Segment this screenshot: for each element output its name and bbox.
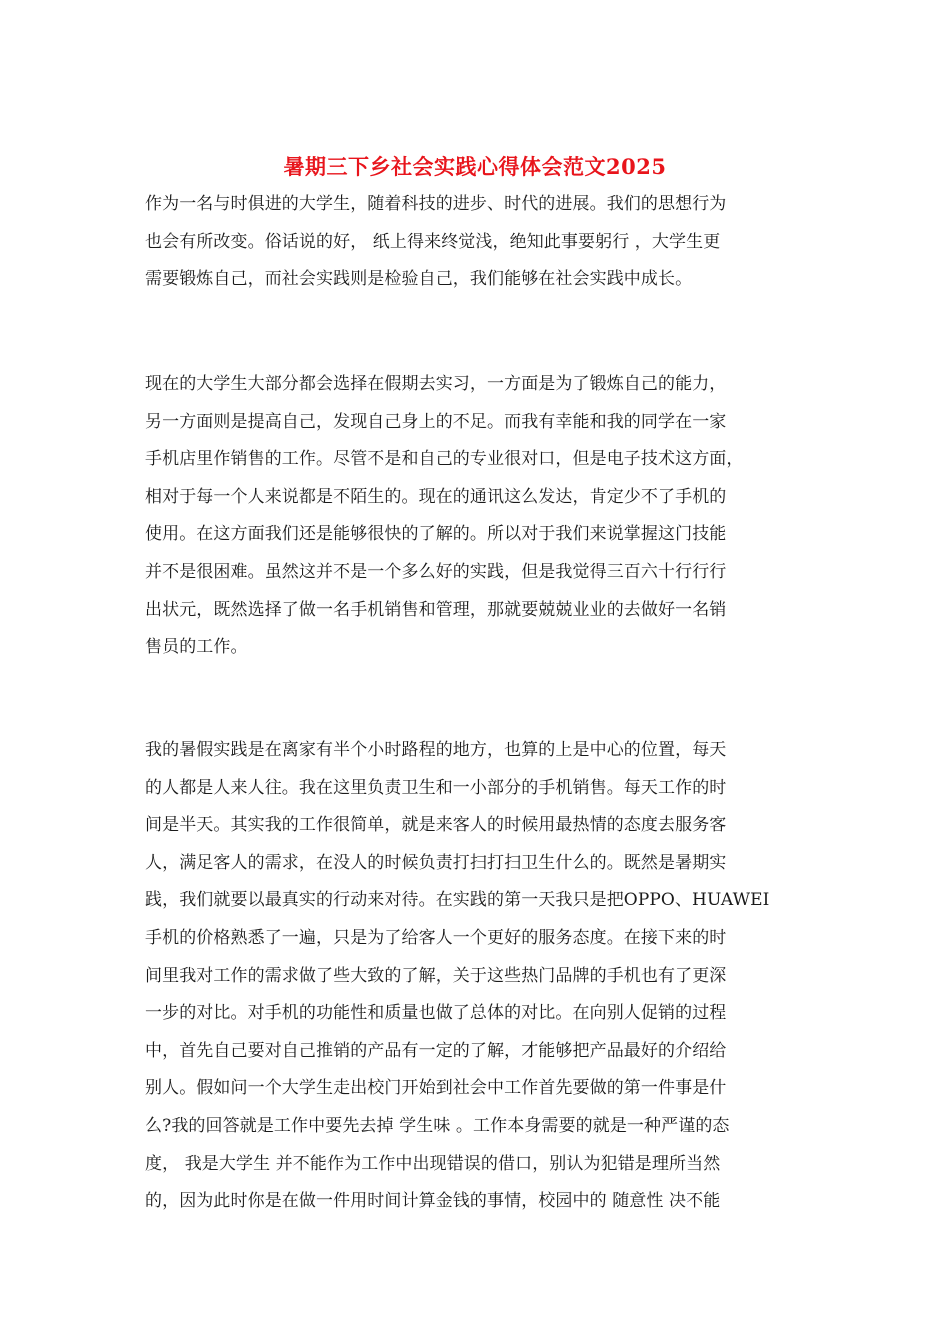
text-line: 现在的大学生大部分都会选择在假期去实习，一方面是为了锻炼自己的能力， bbox=[145, 374, 727, 394]
text-line: 也会有所改变。俗话说的好， 纸上得来终觉浅，绝知此事要躬行 ，大学生更 bbox=[145, 231, 721, 252]
text-line: 的，因为此时你是在做一件用时间计算金钱的事情，校园中的 随意性 决不能 bbox=[145, 1191, 721, 1212]
text-line: 手机店里作销售的工作。尽管不是和自己的专业很对口，但是电子技术这方面， bbox=[145, 449, 744, 470]
text-line: 售员的工作。 bbox=[145, 637, 248, 658]
text-line: 出状元，既然选择了做一名手机销售和管理，那就要兢兢业业的去做好一名销 bbox=[145, 599, 727, 620]
text-line: 并不是很困难。虽然这并不是一个多么好的实践，但是我觉得三百六十行行行 bbox=[145, 561, 727, 582]
text-line: 手机的价格熟悉了一遍，只是为了给客人一个更好的服务态度。在接下来的时 bbox=[145, 927, 727, 948]
text-line: 作为一名与时俱进的大学生，随着科技的进步、时代的进展。我们的思想行为 bbox=[145, 194, 727, 214]
text-line: 别人。假如问一个大学生走出校门开始到社会中工作首先要做的第一件事是什 bbox=[145, 1078, 727, 1099]
paragraph-2 bbox=[145, 366, 807, 667]
text-line: 相对于每一个人来说都是不陌生的。现在的通讯这么发达，肯定少不了手机的 bbox=[145, 486, 727, 507]
text-line: 需要锻炼自己，而社会实践则是检验自己，我们能够在社会实践中成长。 bbox=[145, 269, 693, 290]
paragraph-3 bbox=[145, 732, 807, 1221]
text-line: 我的暑假实践是在离家有半个小时路程的地方，也算的上是中心的位置，每天 bbox=[145, 740, 727, 760]
text-line: 度， 我是大学生 并不能作为工作中出现错误的借口，别认为犯错是理所当然 bbox=[145, 1153, 721, 1174]
text-line: 么?我的回答就是工作中要先去掉 学生味 。工作本身需要的就是一种严谨的态 bbox=[145, 1115, 730, 1136]
document-title: 暑期三下乡社会实践心得体会范文2025 bbox=[283, 154, 667, 179]
text-line: 践，我们就要以最真实的行动来对待。在实践的第一天我只是把OPPO、HUAWEI bbox=[145, 890, 770, 911]
text-line: 人，满足客人的需求，在没人的时候负责打扫打扫卫生什么的。既然是暑期实 bbox=[145, 852, 727, 873]
text-line: 间是半天。其实我的工作很简单，就是来客人的时候用最热情的态度去服务客 bbox=[145, 815, 727, 836]
text-line: 另一方面则是提高自己，发现自己身上的不足。而我有幸能和我的同学在一家 bbox=[145, 411, 727, 432]
text-line: 使用。在这方面我们还是能够很快的了解的。所以对于我们来说掌握这门技能 bbox=[145, 524, 727, 545]
text-line: 中，首先自己要对自己推销的产品有一定的了解，才能够把产品最好的介绍给 bbox=[145, 1040, 727, 1061]
text-line: 一步的对比。对手机的功能性和质量也做了总体的对比。在向别人促销的过程 bbox=[145, 1003, 727, 1024]
text-line: 间里我对工作的需求做了些大致的了解，关于这些热门品牌的手机也有了更深 bbox=[145, 965, 727, 986]
text-line: 的人都是人来人往。我在这里负责卫生和一小部分的手机销售。每天工作的时 bbox=[145, 777, 727, 798]
paragraph-1 bbox=[145, 186, 807, 299]
